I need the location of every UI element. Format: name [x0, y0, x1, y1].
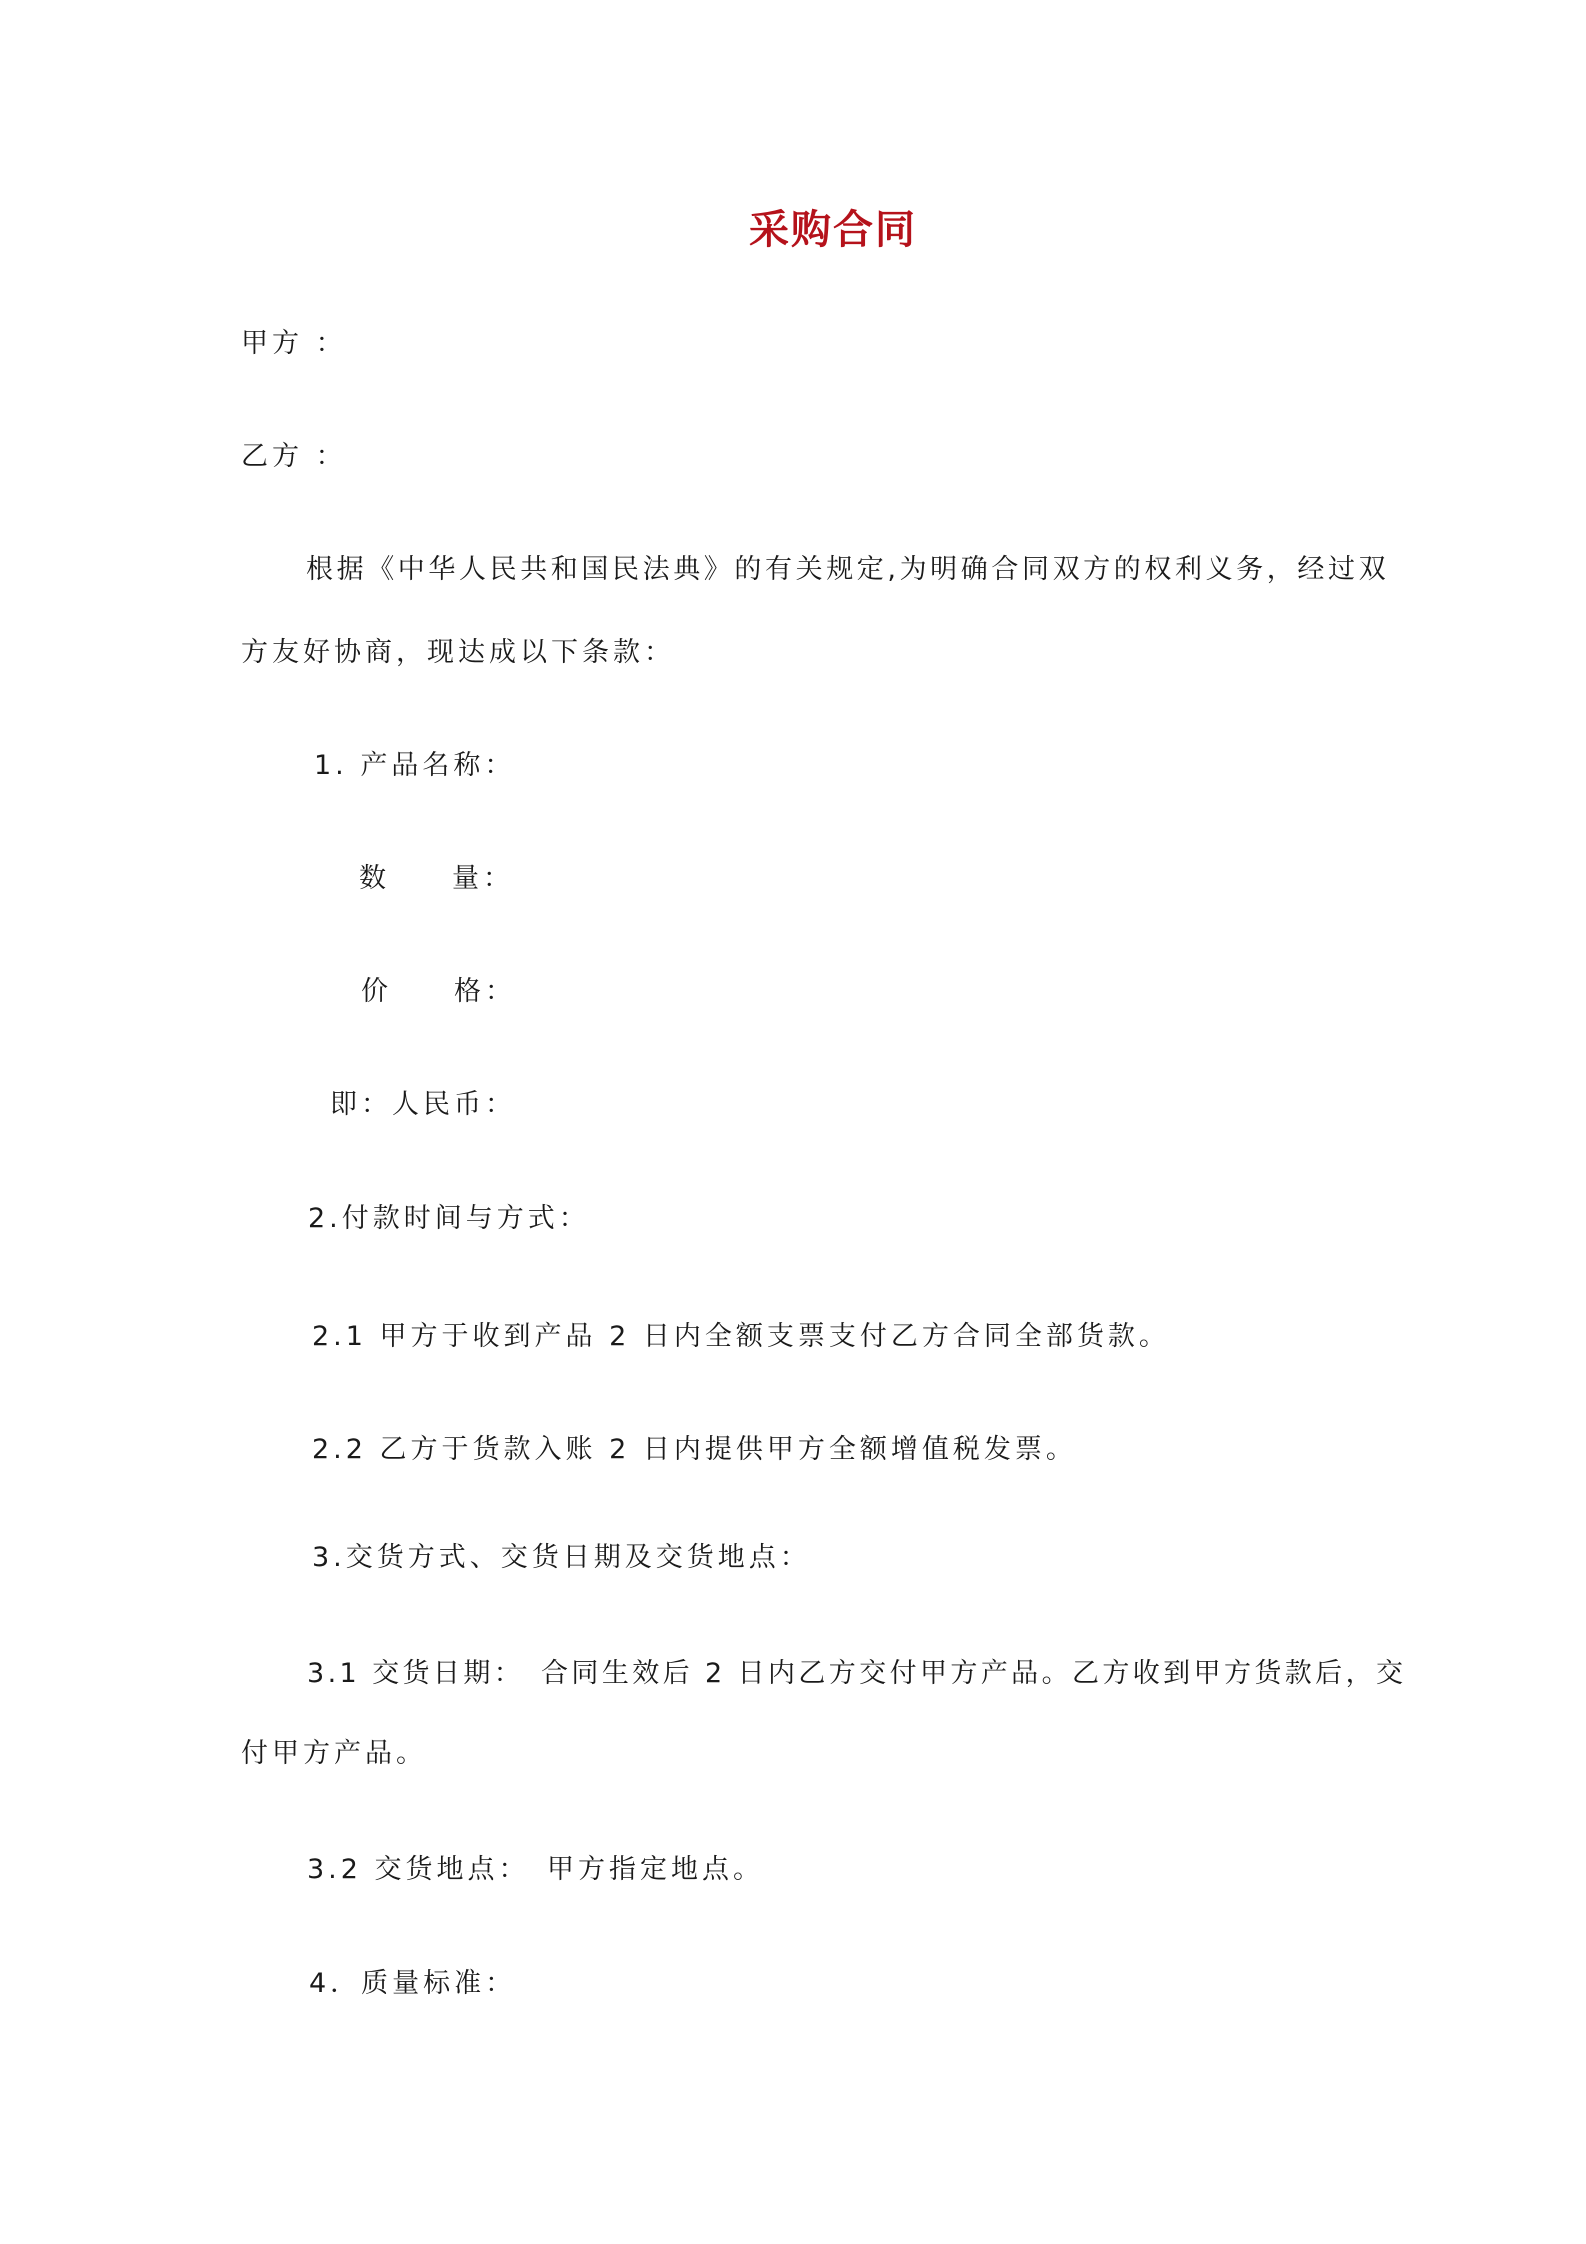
document-title: 采购合同	[749, 207, 917, 253]
clause-4-heading: 4．质量标准：	[309, 1968, 517, 1999]
clause-3-heading: 3.交货方式、交货日期及交货地点：	[312, 1542, 811, 1573]
intro-paragraph-line-1: 根据《中华人民共和国民法典》的有关规定,为明确合同双方的权利义务，经过双	[306, 554, 1390, 585]
clause-2-2: 2.2 乙方于货款入账 2 日内提供甲方全额增值税发票。	[312, 1434, 1077, 1465]
clause-1-price: 价 格：	[361, 976, 516, 1007]
clause-2-1: 2.1 甲方于收到产品 2 日内全额支票支付乙方合同全部货款。	[312, 1321, 1170, 1352]
party-a-line: 甲方 ：	[241, 328, 347, 359]
intro-paragraph-line-2: 方友好协商，现达成以下条款：	[241, 637, 675, 668]
party-b-line: 乙方 ：	[241, 441, 347, 472]
clause-1-product-name: 1. 产品名称：	[314, 750, 516, 781]
clause-3-1-line-2: 付甲方产品。	[241, 1738, 427, 1769]
clause-1-rmb: 即：人民币：	[330, 1089, 516, 1120]
clause-1-quantity: 数 量：	[359, 863, 514, 894]
clause-3-2: 3.2 交货地点： 甲方指定地点。	[307, 1854, 765, 1885]
clause-3-1-line-1: 3.1 交货日期： 合同生效后 2 日内乙方交付甲方产品。乙方收到甲方货款后，交	[307, 1658, 1407, 1689]
clause-2-heading: 2.付款时间与方式：	[308, 1203, 590, 1234]
